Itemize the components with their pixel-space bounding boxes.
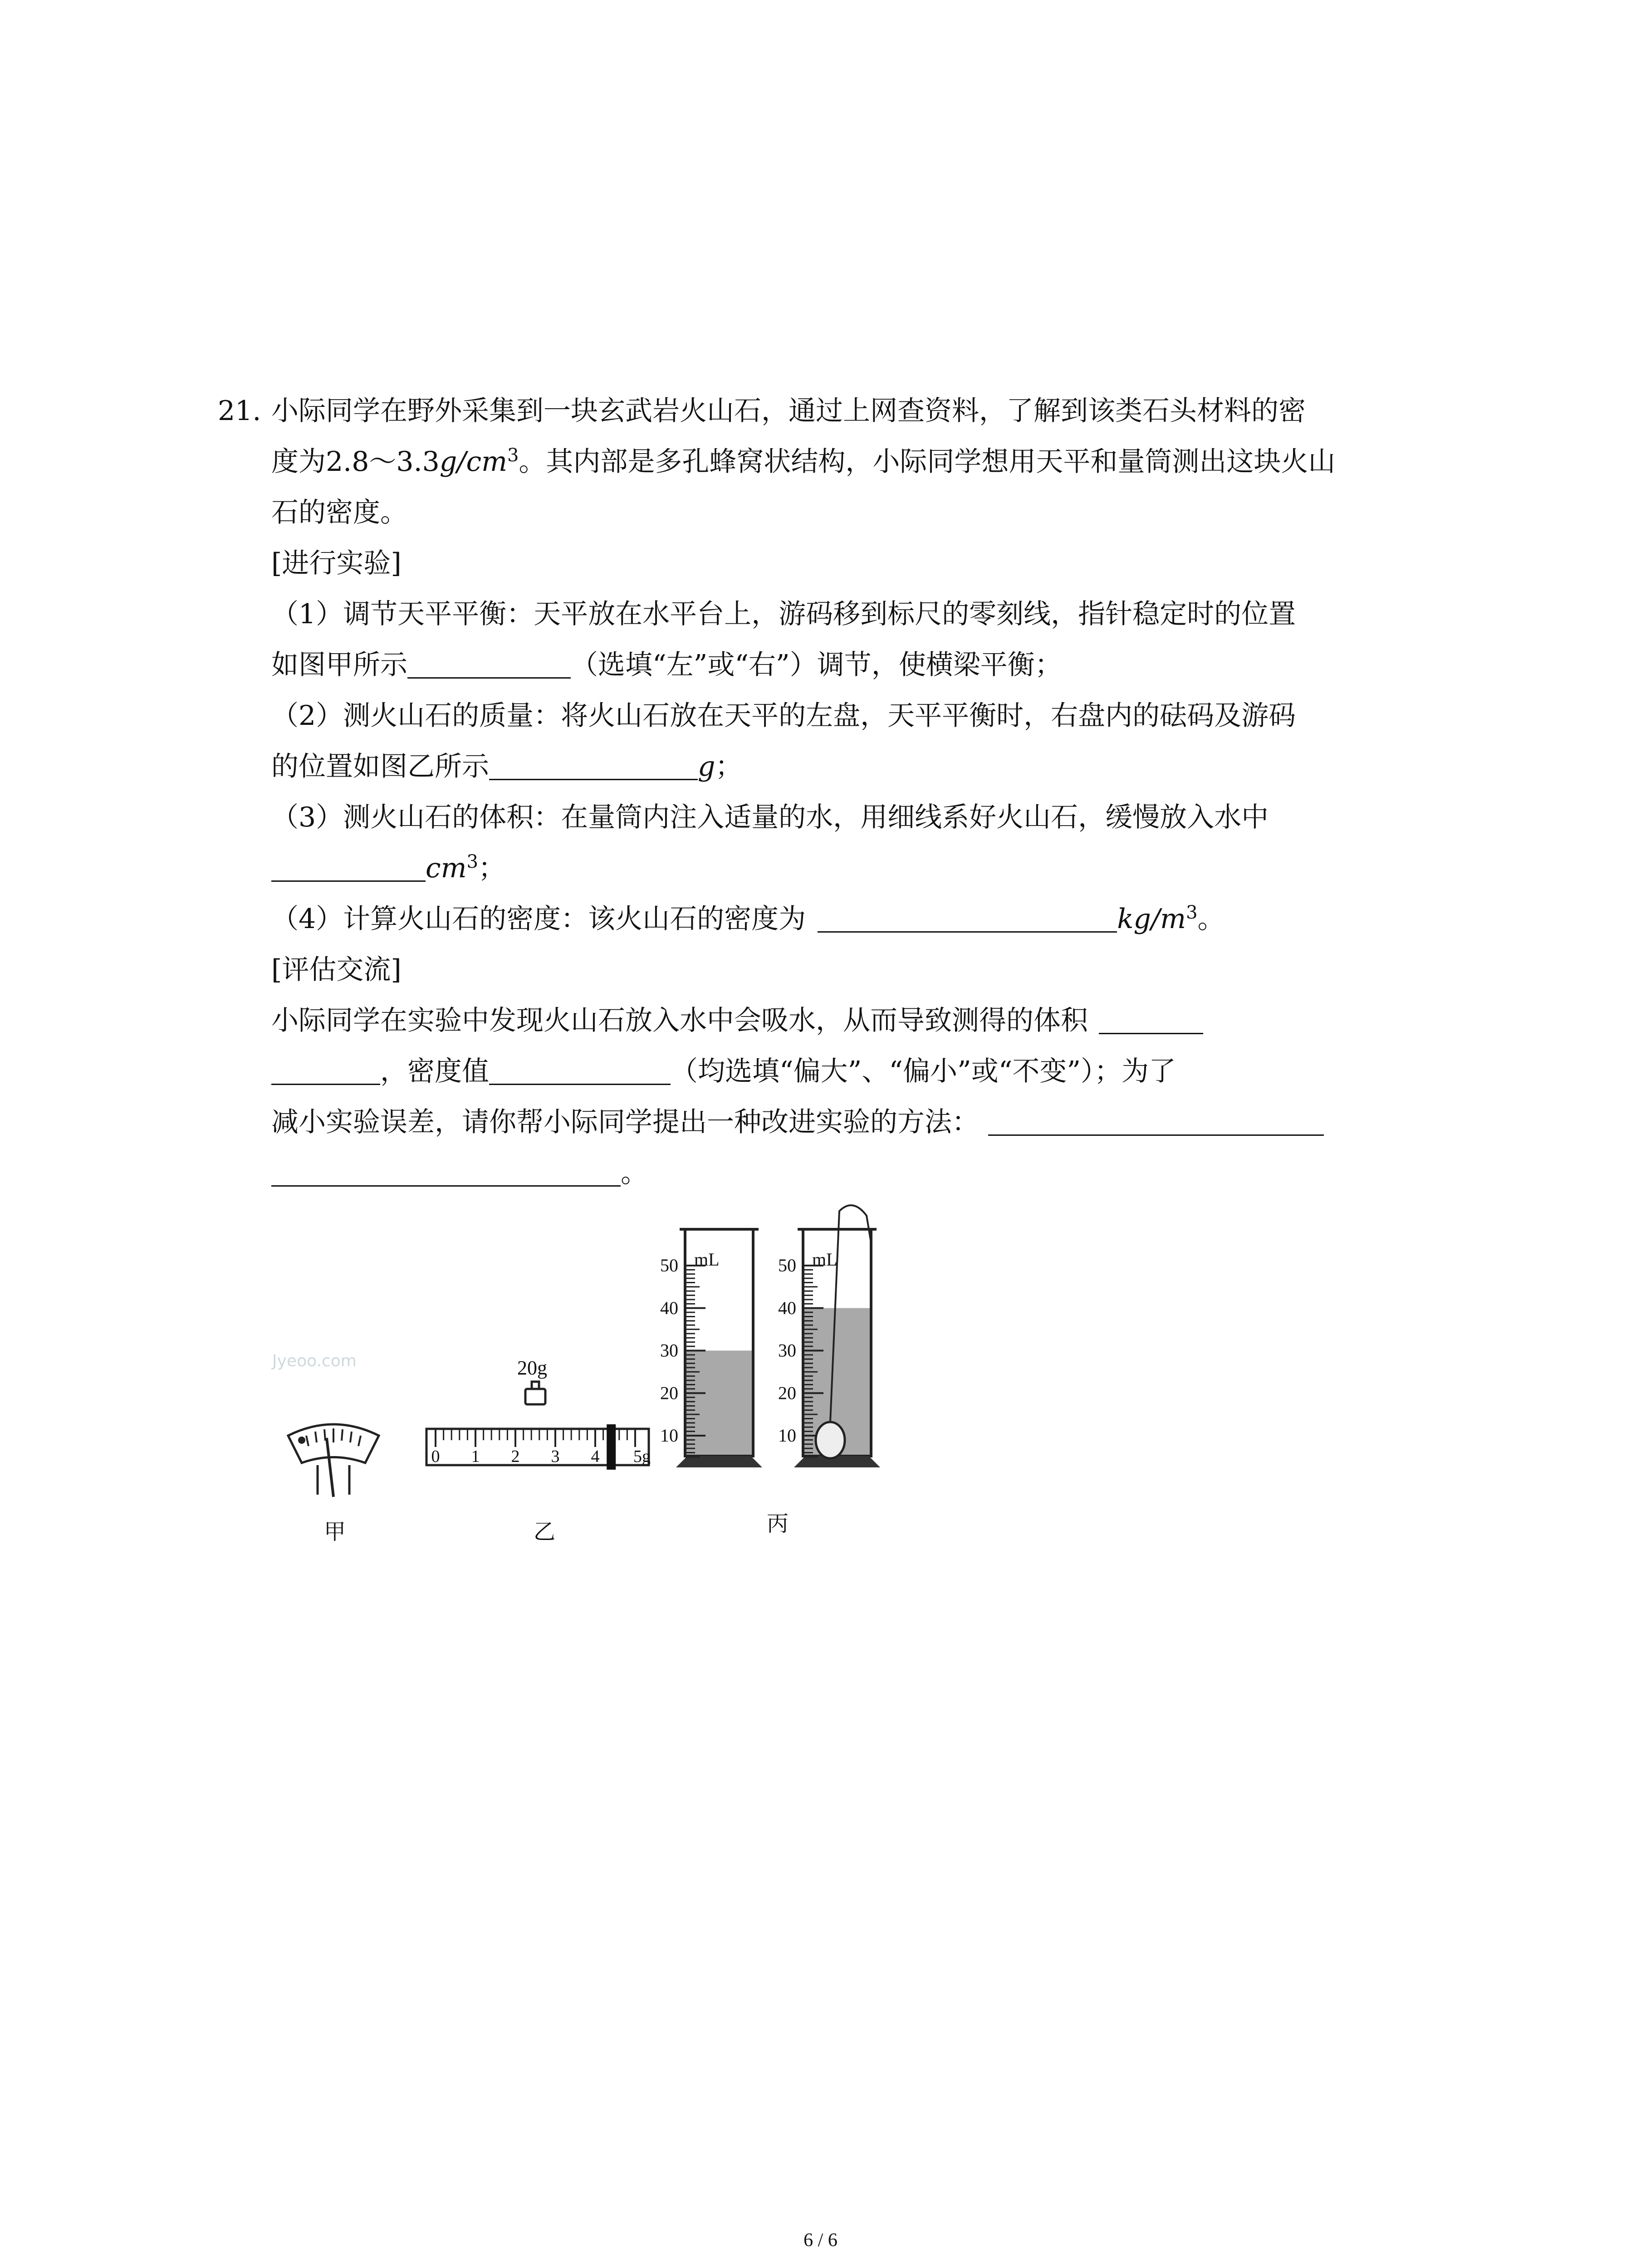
answer-blank-2[interactable] (489, 749, 698, 780)
ruler-tick-label: 3 (551, 1447, 560, 1466)
cylinder-base (794, 1456, 880, 1467)
cylinder-base (676, 1456, 762, 1467)
ruler-tick-label: 4 (591, 1447, 600, 1466)
cylinder-tick-label: 40 (778, 1297, 796, 1318)
section-evaluation: [评估交流] (271, 954, 402, 986)
eval-end: 。 (621, 1157, 648, 1189)
density-unit: g/cm (439, 446, 507, 478)
balance-pointer-figure (281, 1415, 386, 1501)
step3-end: ； (478, 852, 505, 884)
answer-blank-5b[interactable] (271, 1054, 380, 1085)
page-number: 6 / 6 (803, 2230, 838, 2251)
answer-blank-5a[interactable] (1099, 1003, 1203, 1034)
question-21 (218, 386, 1470, 1198)
weight-20g-icon (522, 1379, 549, 1406)
answer-blank-7b[interactable] (271, 1155, 621, 1187)
intro-line-1: 小际同学在野外采集到一块玄武岩火山石，通过上网查资料，了解到该类石头材料的密 (271, 395, 1306, 427)
density-si-unit-exponent: 3 (1186, 902, 1198, 923)
step4-line: （4）计算火山石的密度：该火山石的密度为 (271, 903, 806, 935)
step2-line-1: （2）测火山石的质量：将火山石放在天平的左盘，天平平衡时，右盘内的砝码及游码 (271, 700, 1296, 732)
ruler-tick-label: 2 (511, 1447, 520, 1466)
section-experiment: [进行实验] (271, 547, 402, 579)
cylinder-tick-label: 50 (778, 1255, 796, 1276)
rider-slider (607, 1424, 616, 1470)
eval-line-3: 减小实验误差，请你帮小际同学提出一种改进实验的方法： (271, 1106, 979, 1138)
ruler-tick-label: 1 (471, 1447, 480, 1466)
volume-unit: cm (426, 852, 467, 884)
eval-line-2-b: （均选填“偏大”、“偏小”或“不变”）；为了 (671, 1056, 1176, 1087)
step2-end: ； (715, 751, 743, 782)
answer-blank-6[interactable] (489, 1054, 671, 1085)
volcanic-stone (816, 1422, 845, 1458)
answer-blank-7a[interactable] (988, 1105, 1324, 1136)
cylinder-tick-label: 30 (778, 1340, 796, 1361)
answer-blank-1[interactable] (407, 647, 571, 679)
cylinder-tick-label: 30 (660, 1340, 678, 1361)
weight-label: 20g (517, 1357, 547, 1379)
intro-line-3: 石的密度。 (271, 497, 407, 528)
cylinder-tick-label: 20 (778, 1383, 796, 1403)
figure-caption-bing: 丙 (767, 1511, 789, 1536)
cylinder-tick-label: 20 (660, 1383, 678, 1403)
step2-line-2: 的位置如图乙所示 (271, 751, 489, 782)
step4-end: 。 (1197, 903, 1225, 935)
figure-caption-yi: 乙 (534, 1519, 556, 1545)
density-si-unit: kg/m (1117, 903, 1186, 935)
ruler-tick-label: 0 (431, 1447, 440, 1466)
unit-exponent: 3 (507, 445, 519, 466)
cylinder-tick-label: 10 (778, 1425, 796, 1446)
water-column (685, 1351, 753, 1457)
cylinder-tick-label: 10 (660, 1425, 678, 1446)
watermark: Jyeoo.com (272, 1352, 357, 1370)
step1-line-2-a: 如图甲所示 (271, 649, 407, 681)
question-number: 21. (218, 395, 261, 427)
ruler-tick-label: 5g (633, 1447, 651, 1466)
intro-line-2-b: 。其内部是多孔蜂窝状结构，小际同学想用天平和量筒测出这块火山 (519, 446, 1336, 478)
mass-unit: g (698, 751, 715, 782)
eval-line-1: 小际同学在实验中发现火山石放入水中会吸水，从而导致测得的体积 (271, 1005, 1088, 1036)
step1-line-2-b: （选填“左”或“右”）调节，使横梁平衡； (571, 649, 1062, 681)
answer-blank-4[interactable] (818, 901, 1117, 933)
rider-scale-ruler (422, 1415, 658, 1488)
answer-blank-3[interactable] (271, 850, 426, 882)
cylinder-unit-label: mL (694, 1249, 720, 1270)
figure-caption-jia: 甲 (324, 1519, 346, 1545)
step3-line-1: （3）测火山石的体积：在量筒内注入适量的水，用细线系好火山石，缓慢放入水中 (271, 802, 1269, 833)
intro-line-2-a: 度为2.8～3.3 (271, 446, 440, 478)
measuring-cylinder-after (758, 1179, 903, 1474)
cylinder-unit-label: mL (812, 1249, 838, 1270)
cylinder-tick-label: 40 (660, 1297, 678, 1318)
eval-line-2-a: ，密度值 (380, 1056, 489, 1087)
volume-unit-exponent: 3 (466, 851, 478, 872)
cylinder-tick-label: 50 (660, 1255, 678, 1276)
step1-line-1: （1）调节天平平衡：天平放在水平台上，游码移到标尺的零刻线，指针稳定时的位置 (271, 598, 1296, 630)
